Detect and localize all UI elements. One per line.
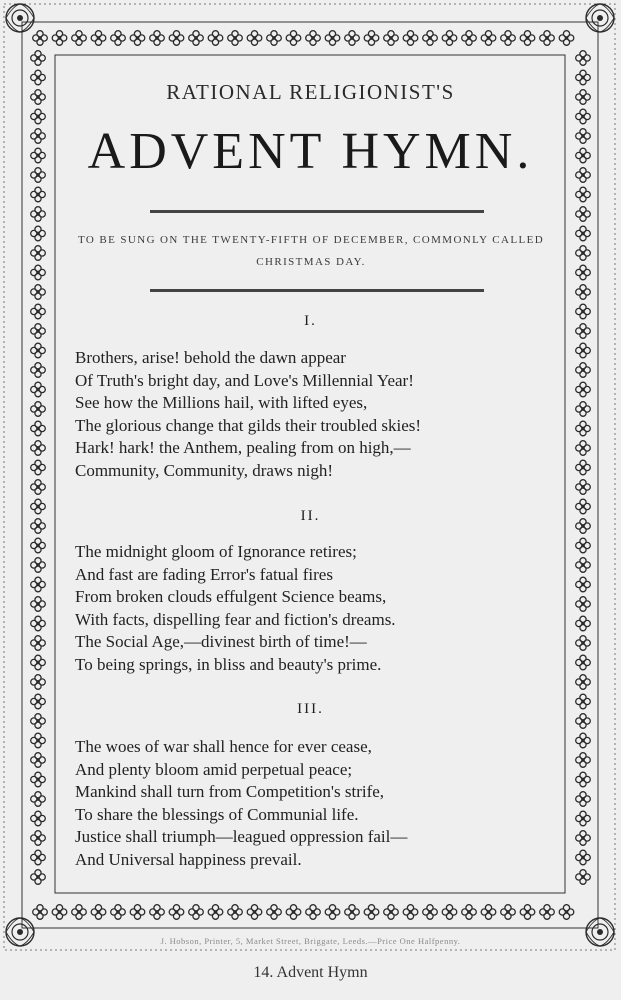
border-ornament (576, 577, 591, 592)
border-ornament (31, 558, 46, 573)
border-ornament (576, 187, 591, 202)
verse-line: With facts, dispelling fear and fiction's dreams. (75, 609, 396, 629)
border-ornament (31, 675, 46, 690)
border-ornament (325, 31, 340, 46)
border-ornament (31, 460, 46, 475)
verse-line: The Social Age,—divinest birth of time!— (75, 632, 367, 651)
verse-line: Community, Community, draws nigh! (75, 460, 333, 480)
border-ornament (576, 51, 591, 66)
border-ornament (540, 905, 555, 920)
border-ornament (501, 31, 516, 46)
border-ornament (31, 538, 46, 553)
border-ornament (130, 905, 145, 920)
border-ornament (576, 480, 591, 495)
border-ornament (481, 31, 496, 46)
verse-line: Justice shall triumph—leagued oppression fail— (75, 827, 408, 846)
border-ornament (31, 441, 46, 456)
border-ornament (31, 772, 46, 787)
stanza-numeral: III. (297, 701, 324, 717)
border-ornament (442, 31, 457, 46)
border-ornament (31, 421, 46, 436)
border-ornament (576, 226, 591, 241)
border-ornament (286, 31, 301, 46)
border-ornament (31, 363, 46, 378)
verse-line: The woes of war shall hence for ever cease, (75, 737, 372, 756)
border-ornament (228, 905, 243, 920)
verse-line: See how the Millions hail, with lifted eyes, (75, 393, 368, 412)
border-ornament (31, 285, 46, 300)
border-ornament (31, 831, 46, 846)
hymn-kicker: RATIONAL RELIGIONIST'S (166, 80, 455, 104)
border-ornament (72, 31, 87, 46)
border-ornament (384, 31, 399, 46)
border-ornament (31, 870, 46, 885)
border-ornament (576, 460, 591, 475)
border-ornament (520, 905, 535, 920)
border-ornament (189, 905, 204, 920)
border-ornament (576, 811, 591, 826)
border-ornament (442, 905, 457, 920)
border-ornament (462, 905, 477, 920)
border-ornament (576, 655, 591, 670)
stanza (75, 736, 555, 871)
border-ornament (31, 343, 46, 358)
border-ornament (150, 31, 165, 46)
verse-line: The midnight gloom of Ignorance retires; (75, 542, 357, 561)
border-ornament (31, 382, 46, 397)
border-ornament (423, 905, 438, 920)
border-ornament (208, 31, 223, 46)
border-ornament (576, 363, 591, 378)
border-ornament (462, 31, 477, 46)
border-ornament (576, 597, 591, 612)
border-ornament (345, 31, 360, 46)
border-ornament (31, 402, 46, 417)
border-ornament (31, 655, 46, 670)
border-ornament (576, 421, 591, 436)
stanza (75, 347, 555, 482)
border-ornament (52, 31, 67, 46)
border-ornament (267, 905, 282, 920)
border-ornament (576, 675, 591, 690)
border-ornament (576, 207, 591, 222)
border-ornament (576, 285, 591, 300)
border-ornament (576, 636, 591, 651)
stanza (75, 541, 555, 676)
border-ornament (267, 31, 282, 46)
border-ornament (520, 31, 535, 46)
border-ornament (559, 905, 574, 920)
border-ornament (31, 480, 46, 495)
border-ornament (576, 870, 591, 885)
hymn-subtitle: TO BE SUNG ON THE TWENTY-FIFTH OF DECEMBER, COMMONLY CALLED CHRISTMAS DAY. (77, 234, 545, 268)
border-ornament (247, 31, 262, 46)
border-ornament (169, 31, 184, 46)
border-ornament (91, 905, 106, 920)
verse-line: And Universal happiness prevail. (75, 849, 302, 869)
border-ornament (31, 636, 46, 651)
border-ornament (52, 905, 67, 920)
border-ornament (228, 31, 243, 46)
verse-line: Brothers, arise! behold the dawn appear (75, 348, 346, 367)
border-ornament (423, 31, 438, 46)
border-ornament (325, 905, 340, 920)
border-ornament (31, 616, 46, 631)
border-ornament (576, 382, 591, 397)
border-ornament (31, 577, 46, 592)
border-ornament (576, 265, 591, 280)
stanza-numeral: II. (300, 508, 321, 524)
border-ornament (31, 792, 46, 807)
border-ornament (364, 31, 379, 46)
border-ornament (111, 905, 126, 920)
border-ornament (403, 905, 418, 920)
border-ornament (576, 733, 591, 748)
divider-rule (150, 289, 484, 292)
border-ornament (576, 831, 591, 846)
border-ornament (31, 51, 46, 66)
border-ornament (33, 905, 48, 920)
printer-imprint: J. Hobson, Printer, 5, Market Street, Briggate, Leeds.—Price One Halfpenny. (160, 936, 461, 946)
border-ornament (576, 558, 591, 573)
border-ornament (306, 31, 321, 46)
border-ornament (31, 207, 46, 222)
border-ornament (286, 905, 301, 920)
border-ornament (33, 31, 48, 46)
border-ornament (72, 905, 87, 920)
verse-line: Hark! hark! the Anthem, pealing from on high,— (75, 438, 411, 457)
border-ornament (31, 753, 46, 768)
border-ornament (345, 905, 360, 920)
border-ornament (540, 31, 555, 46)
verse-line: The glorious change that gilds their troubled skies! (75, 415, 422, 435)
border-ornament (189, 31, 204, 46)
border-ornament (576, 753, 591, 768)
border-ornament (576, 792, 591, 807)
verse-line: Of Truth's bright day, and Love's Millennial Year! (75, 370, 414, 390)
border-ornament (481, 905, 496, 920)
border-ornament (576, 441, 591, 456)
verse-line: To being springs, in bliss and beauty's prime. (75, 654, 382, 674)
border-ornament (91, 31, 106, 46)
verse-line: To share the blessings of Communial life. (75, 804, 359, 824)
border-ornament (576, 772, 591, 787)
border-ornament (247, 905, 262, 920)
border-ornament (576, 246, 591, 261)
verse-line: From broken clouds effulgent Science beams, (75, 587, 387, 606)
border-ornament (208, 905, 223, 920)
border-ornament (403, 31, 418, 46)
border-ornament (31, 265, 46, 280)
page-caption: 14. Advent Hymn (253, 964, 368, 981)
border-ornament (364, 905, 379, 920)
border-ornament (501, 905, 516, 920)
verse-line: And fast are fading Error's fatual fires (75, 564, 333, 584)
border-ornament (130, 31, 145, 46)
border-ornament (306, 905, 321, 920)
border-ornament (559, 31, 574, 46)
border-ornament (31, 850, 46, 865)
border-ornament (31, 733, 46, 748)
border-ornament (111, 31, 126, 46)
hymn-title: ADVENT HYMN. (87, 123, 534, 180)
divider-rule (150, 210, 484, 213)
border-ornament (31, 246, 46, 261)
border-ornament (31, 811, 46, 826)
border-ornament (576, 538, 591, 553)
border-ornament (150, 905, 165, 920)
border-ornament (31, 187, 46, 202)
border-ornament (576, 850, 591, 865)
border-ornament (169, 905, 184, 920)
stanza-numeral: I. (304, 313, 317, 329)
border-ornament (576, 343, 591, 358)
border-ornament (576, 616, 591, 631)
border-ornament (31, 226, 46, 241)
border-ornament (31, 597, 46, 612)
verse-line: And plenty bloom amid perpetual peace; (75, 759, 353, 779)
verse-line: Mankind shall turn from Competition's strife, (75, 782, 385, 801)
border-ornament (576, 402, 591, 417)
border-ornament (384, 905, 399, 920)
